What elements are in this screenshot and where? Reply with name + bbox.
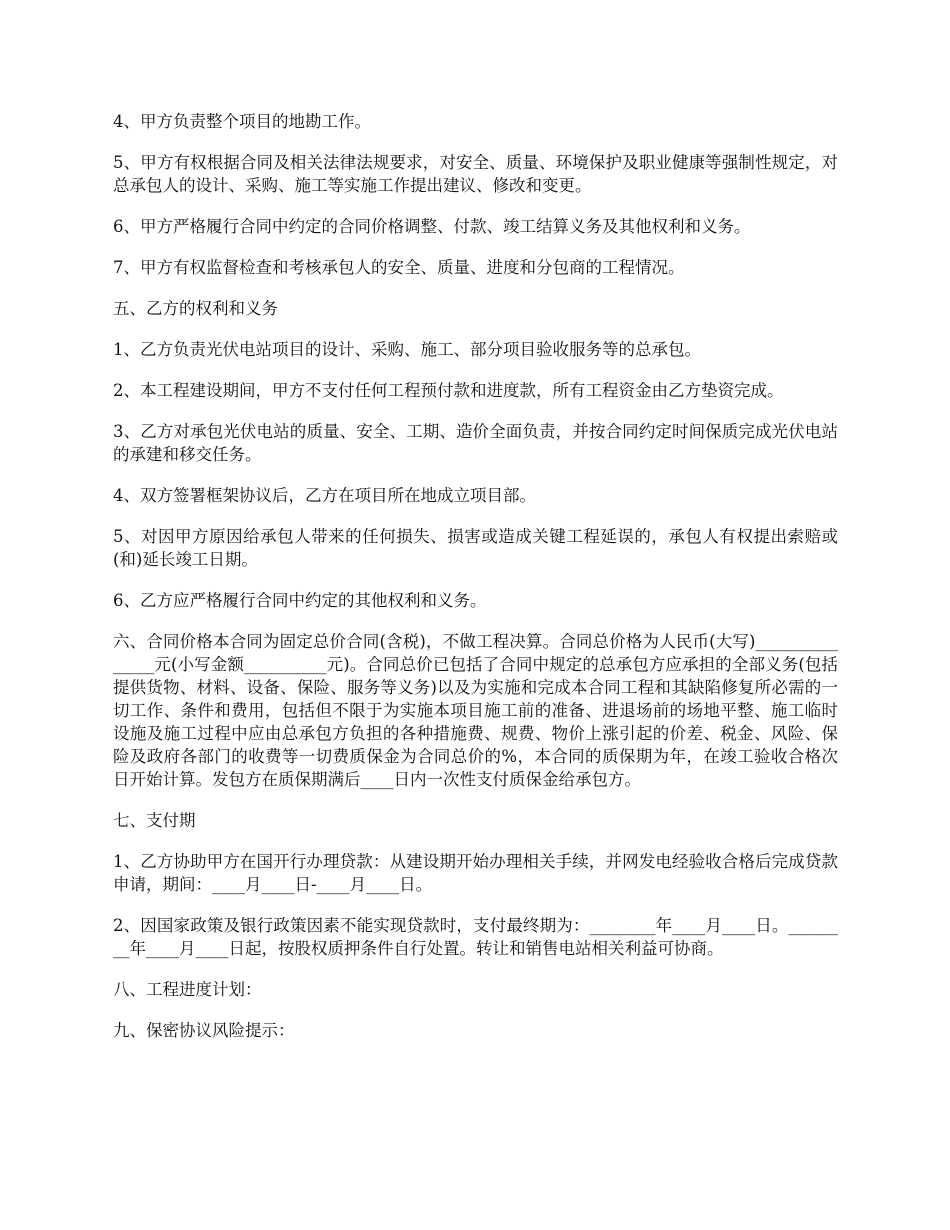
document-page [113, 110, 838, 1060]
section-heading-5: 五、乙方的权利和义务 [113, 299, 278, 318]
section-heading-8: 八、工程进度计划： [113, 980, 262, 999]
paragraph-b3: 3、乙方对承包光伏电站的质量、安全、工期、造价全面负责，并按合同约定时间保质完成光伏电站的承建和移交任务。 [113, 422, 838, 464]
paragraph-a5: 5、甲方有权根据合同及相关法律法规要求，对安全、质量、环境保护及职业健康等强制性规定，对总承包人的设计、采购、施工等实施工作提出建议、修改和变更。 [113, 153, 838, 195]
section-heading-7: 七、支付期 [113, 811, 196, 830]
paragraph-c1: 1、乙方协助甲方在国开行办理贷款：从建设期开始办理相关手续，并网发电经验收合格后完成贷款申请，期间：____月____日-____月____日。 [113, 852, 838, 894]
paragraph-a4: 4、甲方负责整个项目的地勘工作。 [113, 112, 371, 131]
paragraph-b6: 6、乙方应严格履行合同中约定的其他权利和义务。 [113, 591, 487, 610]
paragraph-c2: 2、因国家政策及银行政策因素不能实现贷款时，支付最终期为：________年____月____日。________年____月____日起，按股权质押条件自行处置。转让和销售电站相关利益可协商。 [113, 916, 838, 958]
paragraph-b2: 2、本工程建设期间，甲方不支付任何工程预付款和进度款，所有工程资金由乙方垫资完成。 [113, 381, 784, 400]
paragraph-b4: 4、双方签署框架协议后，乙方在项目所在地成立项目部。 [113, 486, 536, 505]
paragraph-b5: 5、对因甲方原因给承包人带来的任何损失、损害或造成关键工程延误的，承包人有权提出索赔或(和)延长竣工日期。 [113, 527, 838, 569]
paragraph-a7: 7、甲方有权监督检查和考核承包人的安全、质量、进度和分包商的工程情况。 [113, 258, 685, 277]
paragraph-a6: 6、甲方严格履行合同中约定的合同价格调整、付款、竣工结算义务及其他权利和义务。 [113, 217, 751, 236]
section-heading-9: 九、保密协议风险提示： [113, 1021, 295, 1040]
section-contract-price: 六、合同价格本合同为固定总价合同(含税)，不做工程决算。合同总价格为人民币(大写)_______________元(小写金额__________元)。合同总价已包括了合同中规定的总承包方应承担的全部义务(包括提供货物、材料、设备、保险、服务等义务)以及为实施和完成本合同工程和其缺陷修复所必需的一切工作、条件和费用，包括但不限于为实施本项目施工前的准备、进退场前的场地平整、施工临时设施及施工过程中应由总承包方负担的各种措施费、规费、物价上涨引起的价差、税金、风险、保险及政府各部门的收费等一切费质保金为合同总价的%，本合同的质保期为年，在竣工验收合格次日开始计算。发包方在质保期满后____日内一次性支付质保金给承包方。 [113, 632, 838, 789]
paragraph-b1: 1、乙方负责光伏电站项目的设计、采购、施工、部分项目验收服务等的总承包。 [113, 340, 701, 359]
